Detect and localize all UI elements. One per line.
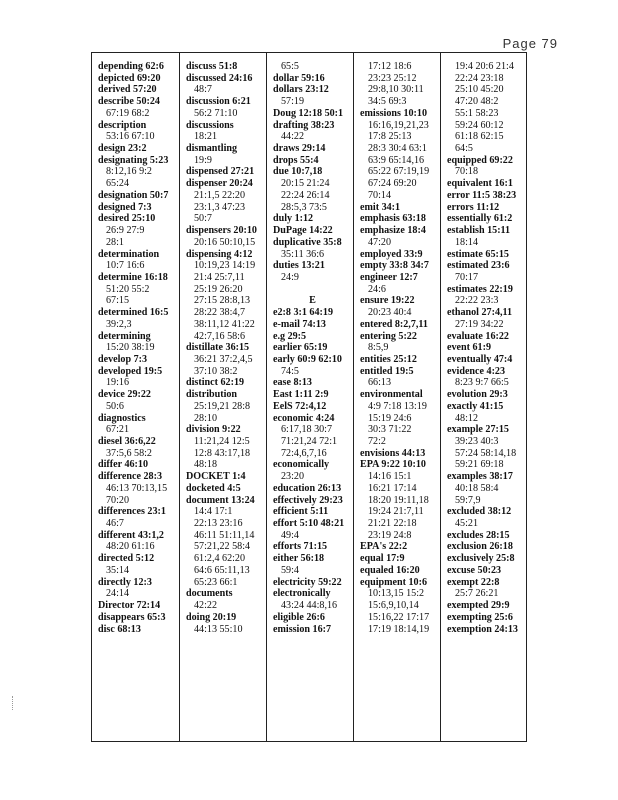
index-entry: e-mail 74:13: [273, 318, 326, 330]
index-entry: designation 50:7: [98, 189, 169, 201]
index-entry: dispensed 27:21: [186, 166, 255, 178]
index-entry-continuation: 21:4 25:7,11: [194, 271, 245, 283]
index-column-2: [179, 53, 266, 741]
index-entry: equipped 69:22: [447, 154, 513, 166]
section-letter: E: [309, 295, 316, 307]
index-entry-continuation: 28:3 30:4 63:1: [368, 143, 427, 155]
index-entry: drafting 38:23: [273, 119, 335, 131]
index-entry-continuation: 27:15 28:8,13: [194, 295, 251, 307]
index-entry-continuation: 67:19 68:2: [106, 107, 150, 119]
index-entry: errors 11:12: [447, 201, 500, 213]
index-entry: ensure 19:22: [360, 295, 415, 307]
index-entry-continuation: 8:12,16 9:2: [106, 166, 152, 178]
index-entry: diagnostics: [98, 412, 146, 424]
index-entry: derived 57:20: [98, 84, 157, 96]
index-entry-continuation: 59:4: [281, 564, 299, 576]
index-entry-continuation: 23:23 25:12: [368, 72, 417, 84]
index-entry: exempting 25:6: [447, 611, 513, 623]
index-entry-continuation: 72:4,6,7,16: [281, 447, 327, 459]
index-entry: eventually 47:4: [447, 353, 513, 365]
index-entry-continuation: 18:20 19:11,18: [368, 494, 429, 506]
index-entry-continuation: 20:16 50:10,15: [194, 236, 256, 248]
index-entry-continuation: 65:23 66:1: [194, 576, 238, 588]
index-entry-continuation: 20:15 21:24: [281, 178, 330, 190]
index-entry: duties 13:21: [273, 260, 325, 272]
index-entry-continuation: 11:21,24 12:5: [194, 436, 250, 447]
index-entry: desired 25:10: [98, 213, 156, 225]
index-entry: emissions 10:10: [360, 107, 428, 119]
index-entry: device 29:22: [98, 389, 151, 401]
index-entry: economically: [273, 459, 330, 471]
blank-line: [273, 284, 352, 296]
index-entry-continuation: 56:2 71:10: [194, 107, 238, 119]
index-entry-continuation: 15:19 24:6: [368, 412, 412, 424]
index-entry: ethanol 27:4,11: [447, 307, 513, 319]
index-entry: EelS 72:4,12: [273, 400, 327, 412]
index-entry-continuation: 17:12 18:6: [368, 61, 412, 72]
index-entry-continuation: 19:4 20:6 21:4: [455, 61, 514, 72]
index-entry-continuation: 23:20: [281, 471, 304, 483]
index-entry: Director 72:14: [98, 600, 161, 612]
index-entry-continuation: 65:24: [106, 178, 129, 190]
index-entry: early 60:9 62:10: [273, 353, 342, 365]
index-entry: dispensers 20:10: [186, 225, 257, 237]
index-entry: division 9:22: [186, 424, 241, 436]
index-entry-continuation: 28:1: [106, 236, 124, 248]
index-entry: dollar 59:16: [273, 72, 325, 84]
index-entry-continuation: 25:19 26:20: [194, 283, 243, 295]
index-entry: description: [98, 119, 147, 131]
index-entry-continuation: 57:21,22 58:4: [194, 541, 251, 553]
index-entry: develop 7:3: [98, 353, 148, 365]
index-entry: dispenser 20:24: [186, 178, 253, 190]
index-entry: document 13:24: [186, 494, 255, 506]
index-column-4: [353, 53, 440, 741]
index-entry-continuation: 26:9 27:9: [106, 225, 145, 237]
index-entry: determine 16:18: [98, 271, 168, 283]
index-entry: DOCKET 1:4: [186, 471, 246, 483]
index-entry-continuation: 27:19 34:22: [455, 318, 504, 330]
index-entry: education 26:13: [273, 482, 342, 494]
index-entry: estimated 23:6: [447, 260, 510, 272]
index-entry-continuation: 22:24 23:18: [455, 72, 504, 84]
index-entry-continuation: 67:15: [106, 295, 129, 307]
index-entry-continuation: 65:22 67:19,19: [368, 166, 430, 178]
index-entry-continuation: 28:5,3 73:5: [281, 201, 327, 213]
index-entry: distillate 36:15: [186, 342, 250, 354]
index-entry-continuation: 37:5,6 58:2: [106, 447, 152, 459]
index-entry: essentially 61:2: [447, 213, 513, 225]
index-entry: error 11:5 38:23: [447, 189, 517, 201]
index-entry: designating 5:23: [98, 154, 169, 166]
index-entry-continuation: 10:7 16:6: [106, 260, 145, 272]
index-entry: discuss 51:8: [186, 61, 238, 72]
index-entry-continuation: 29:8,10 30:11: [368, 84, 424, 96]
margin-mark: [12, 696, 16, 710]
index-entry-continuation: 28:10: [194, 412, 217, 424]
index-entry: excuse 50:23: [447, 564, 502, 576]
index-entry-continuation: 17:8 25:13: [368, 131, 412, 143]
index-entry: efforts 71:15: [273, 541, 328, 553]
index-entry-continuation: 50:6: [106, 400, 124, 412]
index-entry: electronically: [273, 588, 331, 600]
index-entry: ease 8:13: [273, 377, 312, 389]
index-entry: Doug 12:18 50:1: [273, 107, 344, 119]
index-entry: directed 5:12: [98, 553, 155, 565]
index-column-3: [266, 53, 353, 741]
index-entry-continuation: 19:16: [106, 377, 129, 389]
index-entry: emission 16:7: [273, 623, 332, 635]
index-entry-continuation: 24:9: [281, 271, 299, 283]
index-entry: dismantling: [186, 143, 238, 155]
index-entry: differences 23:1: [98, 506, 166, 518]
index-entry-continuation: 19:24 21:7,11: [368, 506, 424, 518]
index-entry: emphasis 63:18: [360, 213, 426, 225]
index-entry-continuation: 36:21 37:2,4,5: [194, 353, 253, 365]
index-entry: either 56:18: [273, 553, 325, 565]
index-entry: estimates 22:19: [447, 283, 513, 295]
index-entry-continuation: 21:1,5 22:20: [194, 189, 246, 201]
index-entry-continuation: 10:13,15 15:2: [368, 588, 425, 600]
index-entry: duplicative 35:8: [273, 236, 342, 248]
index-entry-continuation: 10:19,23 14:19: [194, 260, 256, 272]
index-entry-continuation: 25:10 45:20: [455, 84, 504, 96]
index-entry: distinct 62:19: [186, 377, 245, 389]
index-entry-continuation: 23:19 24:8: [368, 529, 412, 541]
index-entry-continuation: 16:16,19,21,23: [368, 119, 429, 131]
index-entry: evidence 4:23: [447, 365, 506, 377]
index-entry-continuation: 53:16 67:10: [106, 131, 155, 143]
index-entry: doing 20:19: [186, 611, 237, 623]
index-entry-continuation: 44:22: [281, 131, 304, 143]
index-entry-continuation: 55:1 58:23: [455, 107, 499, 119]
index-entry: depicted 69:20: [98, 72, 161, 84]
index-entry-continuation: 14:4 17:1: [194, 506, 233, 518]
index-entry-continuation: 22:24 26:14: [281, 189, 330, 201]
index-entry: entering 5:22: [360, 330, 417, 342]
index-entry-continuation: 15:6,9,10,14: [368, 600, 419, 612]
index-entry-continuation: 39:23 40:3: [455, 436, 499, 447]
index-entry-continuation: 48:7: [194, 84, 212, 96]
index-entry-continuation: 57:24 58:14,18: [455, 447, 517, 459]
index-entry-continuation: 61:18 62:15: [455, 131, 504, 143]
index-entry-continuation: 47:20: [368, 236, 391, 248]
index-entry: docketed 4:5: [186, 482, 241, 494]
index-entry: documents: [186, 588, 233, 600]
index-entry: event 61:9: [447, 342, 492, 354]
index-entry: determining: [98, 330, 151, 342]
index-entry: exempted 29:9: [447, 600, 510, 612]
index-entry-continuation: 42:7,16 58:6: [194, 330, 246, 342]
index-entry-continuation: 22:22 23:3: [455, 295, 499, 307]
index-entry: different 43:1,2: [98, 529, 164, 541]
index-entry: excludes 28:15: [447, 529, 510, 541]
index-entry: disc 68:13: [98, 623, 141, 635]
index-entry: exemption 24:13: [447, 623, 518, 635]
index-entry-continuation: 18:21: [194, 131, 217, 143]
index-entry-continuation: 71:21,24 72:1: [281, 436, 338, 447]
index-entry-continuation: 51:20 55:2: [106, 283, 150, 295]
index-entry: diesel 36:6,22: [98, 436, 156, 447]
index-entry-continuation: 20:23 40:4: [368, 307, 412, 319]
index-entry: determined 16:5: [98, 307, 169, 319]
index-table: [91, 52, 527, 742]
index-entry-continuation: 48:20 61:16: [106, 541, 155, 553]
page-number: Page 79: [502, 36, 558, 51]
index-entry-continuation: 40:18 58:4: [455, 482, 499, 494]
index-entry: discussion 6:21: [186, 96, 251, 108]
index-entry: evolution 29:3: [447, 389, 508, 401]
index-entry: eligible 26:6: [273, 611, 325, 623]
index-entry-continuation: 42:22: [194, 600, 217, 612]
index-entry: empty 33:8 34:7: [360, 260, 429, 272]
index-entry-continuation: 45:21: [455, 518, 478, 530]
index-entry: depending 62:6: [98, 61, 164, 72]
index-entry-continuation: 14:16 15:1: [368, 471, 412, 483]
index-column-5: [440, 53, 526, 741]
index-entry-continuation: 70:14: [368, 189, 391, 201]
index-entry: EPA's 22:2: [360, 541, 408, 553]
index-entry: engineer 12:7: [360, 271, 418, 283]
index-entry-continuation: 70:18: [455, 166, 478, 178]
index-entry-continuation: 46:7: [106, 518, 124, 530]
index-column-1: [92, 53, 179, 741]
index-entry-continuation: 64:6 65:11,13: [194, 564, 250, 576]
index-entry-continuation: 28:22 38:4,7: [194, 307, 246, 319]
index-entry-continuation: 15:16,22 17:17: [368, 611, 430, 623]
index-entry: emphasize 18:4: [360, 225, 426, 237]
index-entry-continuation: 8:23 9:7 66:5: [455, 377, 509, 389]
index-entry-continuation: 64:5: [455, 143, 473, 155]
index-entry: equipment 10:6: [360, 576, 428, 588]
index-entry-continuation: 21:21 22:18: [368, 518, 417, 530]
index-entry: equal 17:9: [360, 553, 405, 565]
index-entry: discussions: [186, 119, 234, 131]
index-entry: economic 4:24: [273, 412, 335, 424]
index-entry-continuation: 24:6: [368, 283, 386, 295]
index-entry-continuation: 6:17,18 30:7: [281, 424, 333, 436]
index-entry: due 10:7,18: [273, 166, 323, 178]
index-entry-continuation: 24:14: [106, 588, 129, 600]
index-entry: effectively 29:23: [273, 494, 343, 506]
index-entry-continuation: 30:3 71:22: [368, 424, 412, 436]
index-entry-continuation: 49:4: [281, 529, 299, 541]
index-entry-continuation: 44:13 55:10: [194, 623, 243, 635]
index-entry-continuation: 59:7,9: [455, 494, 481, 506]
index-entry-continuation: 74:5: [281, 365, 299, 377]
index-entry: environmental: [360, 389, 423, 401]
index-entry-continuation: 46:11 51:11,14: [194, 529, 255, 541]
index-entry: exclusion 26:18: [447, 541, 513, 553]
index-entry: exclusively 25:8: [447, 553, 515, 565]
index-entry: East 1:11 2:9: [273, 389, 329, 401]
index-entry-continuation: 72:2: [368, 436, 386, 447]
index-entry: evaluate 16:22: [447, 330, 509, 342]
index-entry-continuation: 35:14: [106, 564, 129, 576]
index-entry: entered 8:2,7,11: [360, 318, 428, 330]
index-entry-continuation: 34:5 69:3: [368, 96, 407, 108]
index-entry-continuation: 35:11 36:6: [281, 248, 325, 260]
index-entry: designed 7:3: [98, 201, 152, 213]
index-entry: estimate 65:15: [447, 248, 509, 260]
index-entry: duly 1:12: [273, 213, 314, 225]
index-entry-continuation: 4:9 7:18 13:19: [368, 400, 427, 412]
index-entry: efficient 5:11: [273, 506, 329, 518]
index-entry-continuation: 47:20 48:2: [455, 96, 499, 108]
index-entry: emit 34:1: [360, 201, 401, 213]
index-entry-continuation: 57:19: [281, 96, 304, 108]
index-entry: dollars 23:12: [273, 84, 329, 96]
index-entry: dispensing 4:12: [186, 248, 253, 260]
index-entry: e.g 29:5: [273, 330, 307, 342]
index-entry: e2:8 3:1 64:19: [273, 307, 333, 319]
index-entry-continuation: 25:19,21 28:8: [194, 400, 251, 412]
index-entry: exactly 41:15: [447, 400, 504, 412]
index-entry: excluded 38:12: [447, 506, 512, 518]
index-entry: example 27:15: [447, 424, 509, 436]
index-entry: describe 50:24: [98, 96, 160, 108]
index-entry-continuation: 39:2,3: [106, 318, 132, 330]
index-entry: establish 15:11: [447, 225, 511, 237]
index-entry: DuPage 14:22: [273, 225, 333, 237]
index-entry: distribution: [186, 389, 238, 401]
index-entry-continuation: 61:2,4 62:20: [194, 553, 246, 565]
index-entry-continuation: 18:14: [455, 236, 478, 248]
index-entry-continuation: 43:24 44:8,16: [281, 600, 338, 612]
index-entry: earlier 65:19: [273, 342, 328, 354]
index-entry-continuation: 38:11,12 41:22: [194, 318, 255, 330]
index-entry: envisions 44:13: [360, 447, 426, 459]
index-entry: equaled 16:20: [360, 564, 420, 576]
index-entry: design 23:2: [98, 143, 147, 155]
index-entry: electricity 59:22: [273, 576, 342, 588]
index-entry-continuation: 66:13: [368, 377, 391, 389]
index-entry-continuation: 12:8 43:17,18: [194, 447, 251, 459]
index-entry-continuation: 8:5,9: [368, 342, 389, 354]
index-entry: developed 19:5: [98, 365, 163, 377]
index-entry: directly 12:3: [98, 576, 152, 588]
index-entry-continuation: 63:9 65:14,16: [368, 154, 425, 166]
index-entry-continuation: 70:20: [106, 494, 129, 506]
index-entry-continuation: 67:24 69:20: [368, 178, 417, 190]
index-entry: draws 29:14: [273, 143, 326, 155]
index-entry-continuation: 65:5: [281, 61, 299, 72]
index-entry: disappears 65:3: [98, 611, 166, 623]
index-entry: determination: [98, 248, 160, 260]
index-entry-continuation: 70:17: [455, 271, 478, 283]
index-entry: entitled 19:5: [360, 365, 414, 377]
index-entry: drops 55:4: [273, 154, 319, 166]
index-entry-continuation: 15:20 38:19: [106, 342, 155, 354]
index-entry-continuation: 23:1,3 47:23: [194, 201, 246, 213]
index-entry-continuation: 48:18: [194, 459, 217, 471]
index-entry-continuation: 22:13 23:16: [194, 518, 243, 530]
index-entry: effort 5:10 48:21: [273, 518, 345, 530]
index-entry: discussed 24:16: [186, 72, 253, 84]
index-entry-continuation: 67:21: [106, 424, 129, 436]
index-entry-continuation: 17:19 18:14,19: [368, 623, 430, 635]
index-entry-continuation: 16:21 17:14: [368, 482, 417, 494]
index-entry-continuation: 19:9: [194, 154, 212, 166]
index-entry-continuation: 25:7 26:21: [455, 588, 499, 600]
index-entry: entities 25:12: [360, 353, 417, 365]
index-entry: differ 46:10: [98, 459, 148, 471]
index-entry: employed 33:9: [360, 248, 423, 260]
index-entry: equivalent 16:1: [447, 178, 513, 190]
index-entry: exempt 22:8: [447, 576, 500, 588]
index-entry-continuation: 59:24 60:12: [455, 119, 504, 131]
index-entry-continuation: 37:10 38:2: [194, 365, 238, 377]
index-entry: EPA 9:22 10:10: [360, 459, 426, 471]
index-entry-continuation: 48:12: [455, 412, 478, 424]
index-entry-continuation: 50:7: [194, 213, 212, 225]
index-entry: difference 28:3: [98, 471, 162, 483]
index-entry: examples 38:17: [447, 471, 513, 483]
index-entry-continuation: 59:21 69:18: [455, 459, 504, 471]
index-entry-continuation: 46:13 70:13,15: [106, 482, 168, 494]
